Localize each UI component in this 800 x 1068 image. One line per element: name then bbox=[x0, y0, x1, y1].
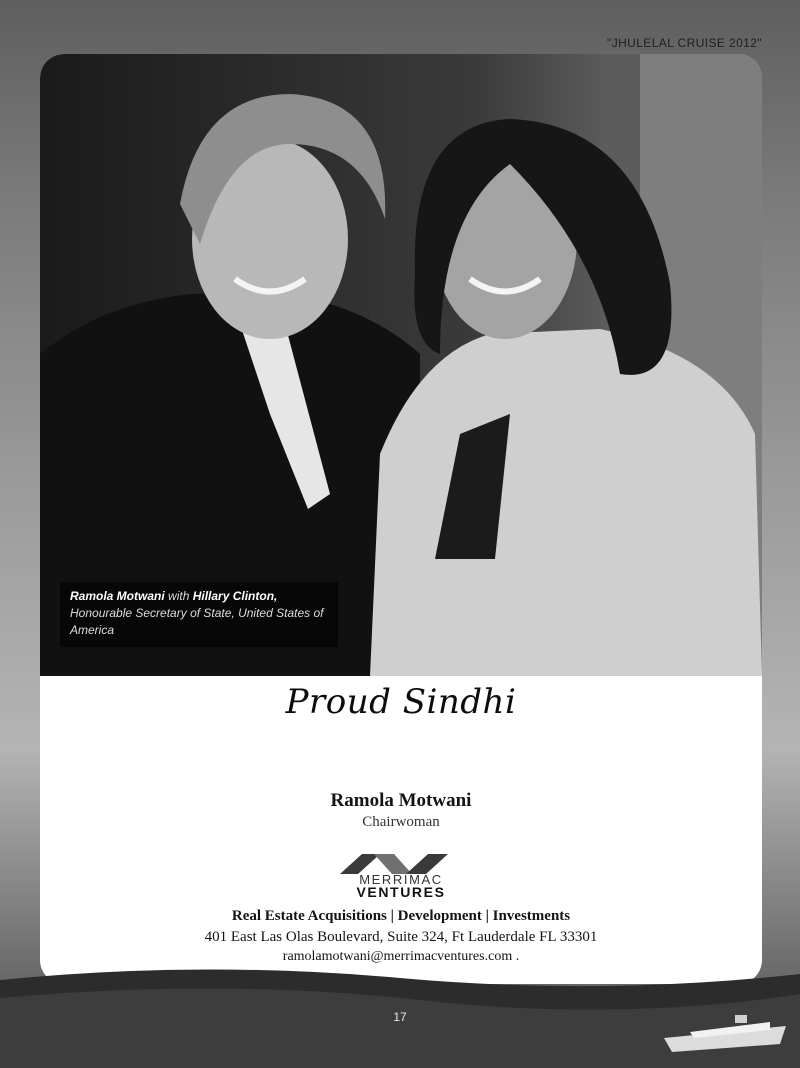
logo-wordmark-bottom: VENTURES bbox=[356, 884, 446, 900]
caption-name-2: Hillary Clinton, bbox=[192, 589, 278, 603]
logo-wordmark-top: MERRIMAC bbox=[359, 872, 443, 887]
caption-role: Honourable Secretary of State, United States of America bbox=[70, 606, 324, 637]
services-line: Real Estate Acquisitions | Development | Investments bbox=[231, 908, 571, 924]
person-title: Chairwoman bbox=[362, 814, 440, 830]
business-card bbox=[40, 676, 762, 984]
person-name: Ramola Motwani bbox=[330, 790, 472, 811]
advertisement-panel bbox=[40, 54, 762, 984]
email-line: ramolamotwani@merrimacventures.com . bbox=[282, 949, 520, 964]
caption-joiner: with bbox=[164, 589, 193, 603]
portrait-photo bbox=[40, 54, 762, 676]
tagline: Proud Sindhi bbox=[285, 682, 517, 722]
magazine-header-caption: "JHULELAL CRUISE 2012" bbox=[607, 36, 762, 50]
photo-caption bbox=[60, 582, 338, 647]
page-number: 17 bbox=[393, 1010, 407, 1024]
caption-name-1: Ramola Motwani bbox=[70, 589, 165, 603]
address-line: 401 East Las Olas Boulevard, Suite 324, Ft Lauderdale FL 33301 bbox=[204, 929, 598, 945]
light-jacket bbox=[370, 329, 762, 676]
